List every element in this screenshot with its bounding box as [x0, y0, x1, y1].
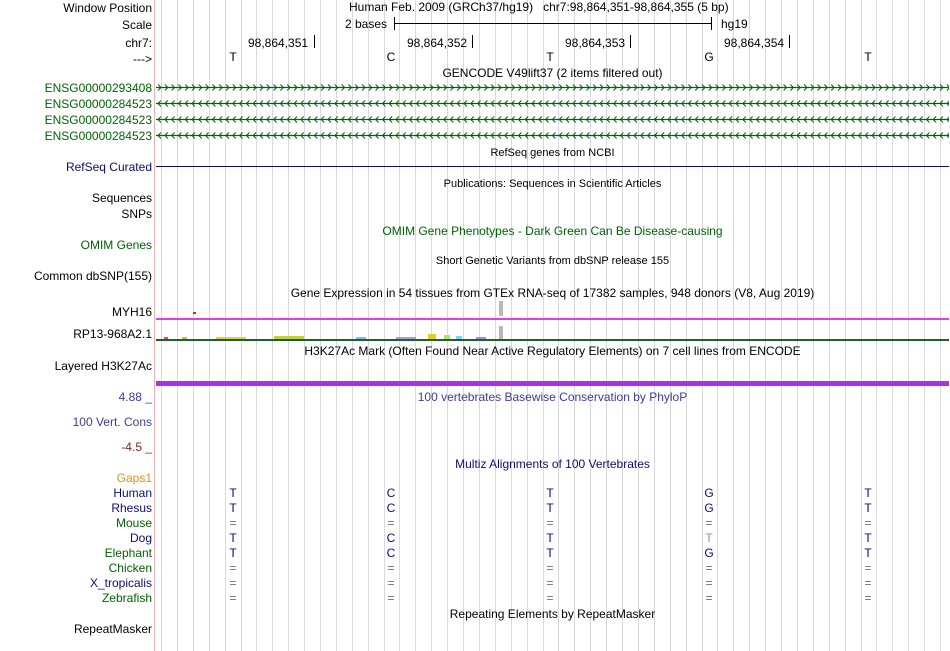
alignment-base: T	[229, 501, 237, 515]
alignment-base: =	[387, 576, 395, 590]
gencode-item-label-2[interactable]: ENSG00000284523	[44, 97, 152, 111]
gridline	[781, 0, 782, 651]
alignment-base: T	[229, 531, 237, 545]
gencode-feature-4[interactable]	[156, 131, 949, 140]
gtex-track-title[interactable]: Gene Expression in 54 tissues from GTEx RNA-seq of 17382 samples, 948 donors (V8, Aug 2019)	[290, 286, 815, 300]
gridline	[558, 0, 559, 651]
refseq-feature-line[interactable]	[156, 166, 949, 167]
gtex-gene-line-2[interactable]	[156, 339, 949, 341]
gridline	[813, 0, 814, 651]
coordinate-1: 98,864,351	[248, 36, 309, 50]
gridline	[622, 0, 623, 651]
gridline	[654, 0, 655, 651]
gridline	[272, 0, 273, 651]
ref-base-3: T	[546, 50, 554, 64]
species-label[interactable]: Chicken	[108, 561, 152, 575]
gridline	[590, 0, 591, 651]
alignment-base: T	[546, 486, 554, 500]
alignment-base: T	[229, 486, 237, 500]
gridline	[368, 0, 369, 651]
coordinate-3: 98,864,353	[565, 36, 626, 50]
species-label[interactable]: Zebrafish	[101, 591, 152, 605]
gridline	[304, 0, 305, 651]
gridline	[320, 0, 321, 651]
gtex-tissue-bars	[156, 332, 536, 339]
alignment-base: T	[229, 546, 237, 560]
gridline	[717, 0, 718, 651]
gridline	[288, 0, 289, 651]
gencode-item-label-1[interactable]: ENSG00000293408	[44, 81, 152, 95]
gridline	[161, 0, 162, 651]
gridline	[749, 0, 750, 651]
alignment-base: =	[864, 561, 872, 575]
gtex-gene-label-2[interactable]: RP13-968A2.1	[73, 327, 152, 341]
repeatmasker-track-title[interactable]: Repeating Elements by RepeatMasker	[449, 607, 656, 621]
alignment-base: =	[387, 516, 395, 530]
alignment-base: =	[229, 591, 237, 605]
gridline	[765, 0, 766, 651]
gridline	[797, 0, 798, 651]
alignment-base: C	[386, 531, 396, 545]
dbsnp-track-title[interactable]: Short Genetic Variants from dbSNP release 155	[435, 255, 670, 267]
refseq-track-label[interactable]: RefSeq Curated	[65, 160, 152, 174]
coordinate-tick-1	[314, 35, 315, 48]
phylop-max-label: 4.88 _	[118, 390, 152, 404]
gridline	[638, 0, 639, 651]
gridline	[209, 0, 210, 651]
gridline	[225, 0, 226, 651]
label-separator	[154, 0, 155, 651]
gridline	[431, 0, 432, 651]
alignment-base: C	[386, 546, 396, 560]
gridline	[511, 0, 512, 651]
alignment-base: T	[864, 486, 872, 500]
species-label[interactable]: Dog	[129, 531, 152, 545]
ref-base-1: T	[229, 50, 237, 64]
h3k27ac-track-label[interactable]: Layered H3K27Ac	[54, 359, 152, 373]
gridline	[686, 0, 687, 651]
gridline	[495, 0, 496, 651]
gridline	[352, 0, 353, 651]
gridline	[479, 0, 480, 651]
window-position-label: Window Position	[63, 1, 152, 15]
gencode-feature-3[interactable]	[156, 115, 949, 124]
ref-base-5: T	[864, 50, 872, 64]
gridline	[940, 0, 941, 651]
gridline	[829, 0, 830, 651]
gridline	[574, 0, 575, 651]
coordinate-tick-4	[789, 35, 790, 48]
omim-track-label[interactable]: OMIM Genes	[80, 238, 152, 252]
ref-base-2: C	[386, 50, 396, 64]
gridline	[845, 0, 846, 651]
gtex-gene-label-1[interactable]: MYH16	[111, 305, 152, 319]
publications-track-title[interactable]: Publications: Sequences in Scientific Articles	[443, 178, 662, 190]
gridline	[336, 0, 337, 651]
gridline	[670, 0, 671, 651]
alignment-base: T	[864, 501, 872, 515]
alignment-base: C	[386, 501, 396, 515]
alignment-base: =	[387, 561, 395, 575]
coordinate-2: 98,864,352	[407, 36, 468, 50]
strand-label: --->	[133, 52, 152, 66]
alignment-base: T	[546, 501, 554, 515]
scale-assembly: hg19	[721, 17, 748, 31]
gridline	[463, 0, 464, 651]
alignment-base: =	[705, 576, 713, 590]
phylop-track-title[interactable]: 100 vertebrates Basewise Conservation by PhyloP	[417, 390, 688, 404]
alignment-base: C	[386, 486, 396, 500]
alignment-base: =	[864, 516, 872, 530]
phylop-min-label: -4.5 _	[121, 440, 152, 454]
alignment-base: G	[704, 486, 714, 500]
gridline	[876, 0, 877, 651]
gtex-tissue-mark	[193, 312, 196, 314]
gencode-item-label-3[interactable]: ENSG00000284523	[44, 113, 152, 127]
gridline	[177, 0, 178, 651]
scale-label: Scale	[121, 18, 152, 32]
h3k27ac-signal[interactable]	[156, 381, 949, 386]
gridline	[447, 0, 448, 651]
chrom-label: chr7:	[125, 36, 152, 50]
alignment-base: =	[705, 591, 713, 605]
alignment-base: G	[704, 546, 714, 560]
species-label[interactable]: Rhesus	[111, 501, 152, 515]
alignment-base: =	[705, 516, 713, 530]
sequences-track-label[interactable]: Sequences	[91, 191, 152, 205]
coordinate-tick-2	[472, 35, 473, 48]
multiz-gaps-label[interactable]: Gaps1	[116, 471, 152, 485]
alignment-base: T	[705, 531, 713, 545]
gridline	[606, 0, 607, 651]
species-label[interactable]: X_tropicalis	[89, 576, 152, 590]
gridline	[256, 0, 257, 651]
phylop-track-label[interactable]: 100 Vert. Cons	[72, 415, 152, 429]
alignment-base: =	[705, 561, 713, 575]
gridline	[527, 0, 528, 651]
alignment-base: =	[546, 561, 554, 575]
alignment-base: =	[546, 576, 554, 590]
gridline	[193, 0, 194, 651]
repeatmasker-track-label[interactable]: RepeatMasker	[73, 622, 152, 636]
alignment-base: =	[229, 516, 237, 530]
gridline	[733, 0, 734, 651]
alignment-base: T	[864, 546, 872, 560]
ref-base-4: G	[704, 50, 714, 64]
multiz-track-title[interactable]: Multiz Alignments of 100 Vertebrates	[455, 457, 650, 471]
alignment-base: =	[546, 591, 554, 605]
scale-bar	[394, 17, 712, 31]
coordinate-4: 98,864,354	[724, 36, 785, 50]
alignment-base: =	[229, 576, 237, 590]
alignment-base: =	[546, 516, 554, 530]
gencode-track-title[interactable]: GENCODE V49lift37 (2 items filtered out)	[442, 66, 663, 80]
alignment-base: T	[864, 531, 872, 545]
species-label[interactable]: Mouse	[115, 516, 152, 530]
gencode-feature-2[interactable]	[156, 99, 949, 108]
gtex-gene-line-1[interactable]	[156, 318, 949, 320]
alignment-base: =	[864, 591, 872, 605]
gencode-feature-1[interactable]	[156, 83, 949, 92]
window-position-value: Human Feb. 2009 (GRCh37/hg19) chr7:98,864,351-98,864,355 (5 bp)	[349, 0, 729, 14]
gridline	[924, 0, 925, 651]
species-label[interactable]: Elephant	[104, 546, 152, 560]
gtex-bar-gene-1	[499, 301, 503, 316]
gridline	[241, 0, 242, 651]
alignment-base: T	[546, 531, 554, 545]
gridline	[908, 0, 909, 651]
scale-text: 2 bases	[345, 17, 388, 31]
snps-track-label[interactable]: SNPs	[121, 207, 152, 221]
species-label[interactable]: Human	[113, 486, 152, 500]
coordinate-tick-3	[630, 35, 631, 48]
alignment-base: =	[229, 561, 237, 575]
gridline	[892, 0, 893, 651]
gridline	[415, 0, 416, 651]
alignment-base: =	[864, 576, 872, 590]
alignment-base: G	[704, 501, 714, 515]
alignment-base: T	[546, 546, 554, 560]
gridline	[399, 0, 400, 651]
alignment-base: =	[387, 591, 395, 605]
omim-track-title[interactable]: OMIM Gene Phenotypes - Dark Green Can Be Disease-causing	[382, 224, 723, 238]
h3k27ac-track-title[interactable]: H3K27Ac Mark (Often Found Near Active Regulatory Elements) on 7 cell lines from ENCODE	[304, 344, 801, 358]
refseq-track-title[interactable]: RefSeq genes from NCBI	[490, 147, 615, 159]
gencode-item-label-4[interactable]: ENSG00000284523	[44, 129, 152, 143]
dbsnp-track-label[interactable]: Common dbSNP(155)	[33, 269, 152, 283]
